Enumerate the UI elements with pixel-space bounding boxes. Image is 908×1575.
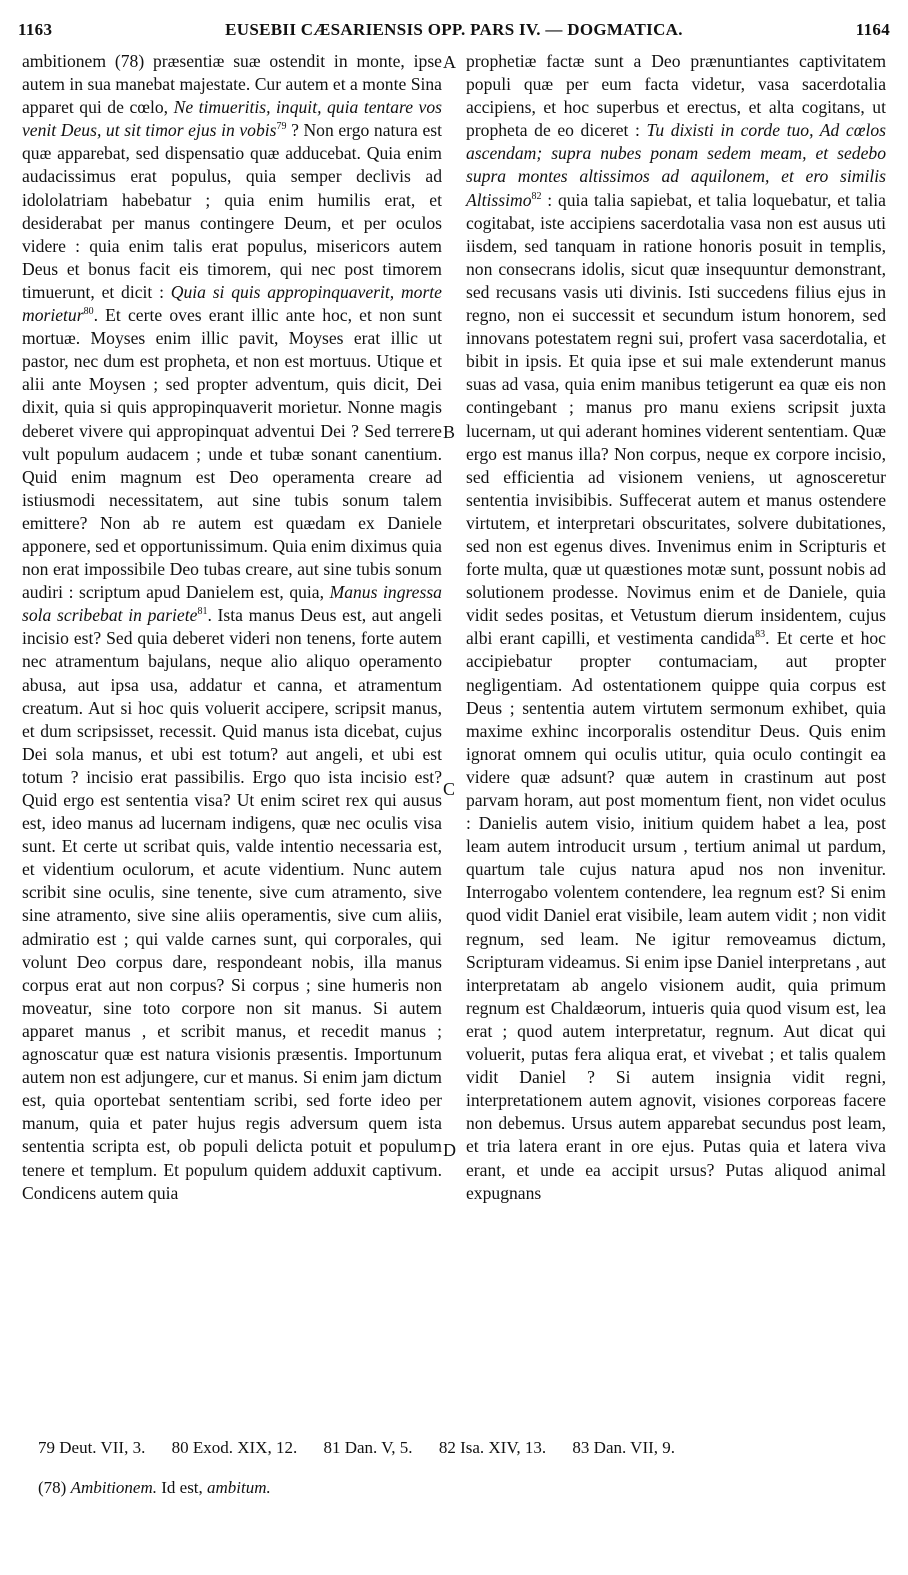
left-column — [22, 50, 442, 1205]
footnote: 83 Dan. VII, 9. — [572, 1438, 676, 1457]
left-column-text: ambitionem (78) præsentiæ suæ ostendit in monte, ipse autem in sua manebat majestate. Cur autem et a monte Sina apparet qui de cœlo, Ne timueritis, inquit, quia tentare vos venit Deus, ut sit timor ejus in vobis$^{79}$ ? Non ergo natura est quæ apparebat, sed dispensatio quæ adducebat. Quia enim audacissimus erat populus, quia semper declivis ad idololatriam habebatur ; quia enim humilis erat, et desiderabat per manus contingere Deum, et per oculos videre : quia enim talis erat populus, misericors autem Deus et bonus facit eis timorem, qui nec post timorem timuerunt, et dicit : Quia si quis appropinquaverit, morte morietur$^{80}$. Et certe oves erant illic ante hoc, et non sunt mortuæ. Moyses enim illic pavit, Moyses erat illic ut pastor, nec dum est propheta, et non est mortuus. Utique et alii ante Moysen ; sed propter adventum, quis dicit, Dei dixit, quia si quis appropinquaverit morietur. Nonne magis deberet vivere qui appropinquat adventui Dei ? Sed terrere vult populum audacem ; unde et tubæ sonant canentium. Quid enim magnum est Deo operamenta creare ad istiusmodi necessitatem, aut sine tubis sonum talem emittere? Non ab re autem est quædam ex Daniele apponere, sed et opportunissimum. Quia enim diximus quia non erat impossibile Deo tubas creare, aut sine tubis sonum audiri : scriptum apud Danielem est, quia, Manus ingressa sola scribebat in pariete$^{81}$. Ista manus Deus est, aut angeli incisio est? Sed quia deberet videri non tenens, forte autem nec atramentum bajulans, neque alio aliquo operamento abusa, aut ipsa usa, addatur et canna, et atramentum creatum. Aut si hoc quis voluerit accipere, scripsit manus, et dum scripsisset, recessit. Quid manus ista dicebat, cujus Dei sola manus, et ubi est totum? aut angeli, et ubi est totum ? incisio erat passibilis. Ergo quo ista incisio est? Quid ergo est sententia visa? Ut enim sciret rex qui ausus est, ideo manus ad lucernam indigens, quæ nec oculis visa sunt. Et certe ut scribat quis, valde intentio necessaria est, et videntium oculorum, et acute videntium. Nunc autem scribit sine oculis, sine tenente, sive cum atramento, sive sine atramento, sive sine aliis operamentis, sive cum aliis, admiratio est ; qui valde carnes sunt, qui corporales, qui volunt Deo corpus dare, respondeant nobis, illa manus corpus erat aut non corpus? Si corpus ; sine humeris non moveatur, sine toto corpore non sit manus. Si autem apparet manus , et scribit manus, et recedit manus ; agnoscatur quæ est natura visionis præsentis. Importunum autem non est adjungere, cur et manus. Si enim jam dictum est, quia oportebat sententiam scribi, sed forte ideo per manum, quia et pater hujus regis adversum quem ista sententia scripta est, ob populi delicta potuit et populum tenere et templum. Et populum quidem adduxit captivum. Condicens autem quia — [22, 51, 442, 1203]
right-column — [466, 50, 886, 1205]
page-number-left: 1163 — [18, 20, 53, 39]
footnote: 82 Isa. XIV, 13. — [438, 1438, 547, 1457]
footnote: 81 Dan. V, 5. — [323, 1438, 413, 1457]
margin-marker-c: C — [443, 779, 456, 799]
footnotes — [38, 1437, 888, 1459]
margin-marker-b: B — [443, 422, 456, 442]
footnote: 80 Exod. XIX, 12. — [171, 1438, 298, 1457]
editor-note: (78) Ambitionem. Id est, ambitum. — [38, 1478, 271, 1497]
running-title: EUSEBII CÆSARIENSIS OPP. PARS IV. — DOGMATICA. — [225, 20, 683, 39]
page-header — [18, 20, 890, 48]
right-column-text: prophetiæ factæ sunt a Deo prænuntiantes captivitatem populi quæ per eum facta videtur, vasa sacerdotalia accipiens, et hoc superbus et erectus, et alta cogitans, ut propheta de eo diceret : Tu dixisti in corde tuo, Ad cœlos ascendam; supra nubes ponam sedem meam, et sedebo supra montes altissimos ad aquilonem, et ero similis Altissimo$^{82}$ : quia talia sapiebat, et talia loquebatur, et talia cogitabat, iste accipiens sacerdotalia vasa non est ausus uti iisdem, sed tanquam in ratione honoris posuit in templis, non consecrans idolis, sicut quæ insequuntur demonstrant, sed recusans vasis uti divinis. Isti succedens filius ejus in regno, non ei successit et secundum istum honorem, sed innovans potestatem regni sui, profert vasa sacerdotalia, et bibit in ipsis. Et quia ipse et sui male extenderunt manus suas ad vasa, quia enim manibus tetigerunt ea quæ eis non contingebant ; manus pro manu exiens scripsit juxta lucernam, ut qui aderant homines viderent sententiam. Quæ ergo est manus illa? Non corpus, neque ex corpore incisio, sed efficientia ad visionem veniens, ut agnosceretur sententia invisibibis. Suffecerat autem et manus ostendere virtutem, et interpretari obscuritates, solvere dubitationes, sed non est egenus dives. Invenimus enim in Scripturis et forte multa, quæ ut quæstiones motæ sunt, possunt nobis ad solutionem prodesse. Novimus enim et de Daniele, quia vidit sedes positas, et Vetustum dierum insidentem, cujus albi erant capilli, et vestimenta candida$^{83}$. Et certe et hoc accipiebatur propter contumaciam, aut propter negligentiam. Ad ostentationem quippe quia corpus est Deus ; sententia autem virtutem sermonum exhibet, quia maxime exhinc incorporalis ostenditur Deus. Quis enim ignorat omnem qui oculis utitur, quia oculo contingit ea videre quæ adsunt? quæ autem in crastinum aut post parvam horam, aut post momentum fient, non videt oculus : Danielis autem visio, initium quidem habet a lea, post leam autem introducit ursum , tertium animal ut pardum, quartum tale cujus natura apud nos non invenitur. Interrogabo volentem contendere, lea regnum est? Si enim quod vidit Daniel erat visibile, leam autem vidit ; non vidit regnum, sed leam. Ne igitur removeamus dictum, Scripturam videamus. Si enim ipse Daniel interpretans , aut interpretatam ab angelo visionem audit, quia primum regnum est Chaldæorum, intueris quia quod visum est, lea erat ; quod autem interpretatur, regnum. Aut dicat qui voluerit, putas fera aliqua erat, et vivebat ; et talis qualem vidit Daniel ? Si autem insignia vidit regni, interpretationem autem agnovit, visiones corporeas facere non debemus. Ursus autem apparebat secundus post leam, et tria latera erant in ore ejus. Putas quia et latera viva erant, et unde ea accipit ursus? Putas aliquod animal expugnans — [466, 51, 886, 1203]
footnote: 79 Deut. VII, 3. — [38, 1438, 146, 1457]
margin-marker-a: A — [443, 52, 456, 72]
margin-marker-d: D — [443, 1140, 456, 1160]
page-number-right: 1164 — [855, 20, 890, 39]
